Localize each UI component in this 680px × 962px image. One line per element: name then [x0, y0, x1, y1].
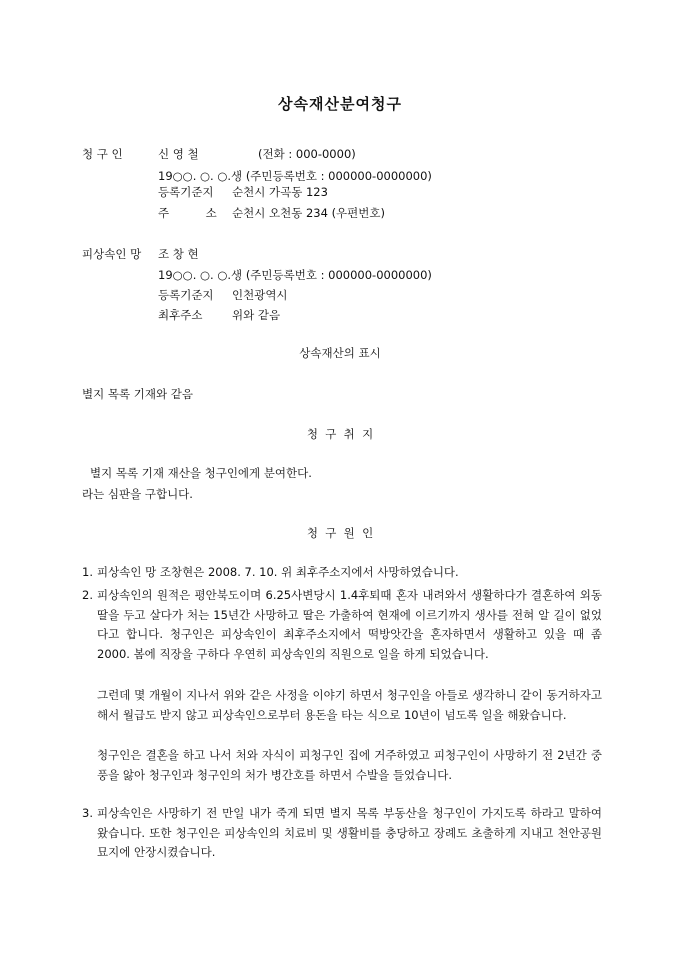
claimant-domicile-label: 등록기준지: [158, 185, 214, 199]
document-title: 상속재산분여청구: [278, 95, 402, 113]
cause-item-1: [82, 563, 602, 583]
cause-item-3: [82, 804, 602, 863]
decedent-domicile-label: 등록기준지: [158, 288, 214, 302]
cause-item-text: 청구인은 결혼을 하고 나서 처와 자식이 피청구인 집에 거주하였고 피청구인이 사망하기 전 2년간 중풍을 앓아 청구인과 청구인의 처가 병간호를 하면서 수발을 들었습니다.: [97, 748, 602, 782]
claimant-role: 청 구 인: [82, 147, 123, 161]
decedent-domicile: 인천광역시: [232, 288, 288, 302]
purpose-line-2: 라는 심판을 구합니다.: [82, 487, 193, 501]
cause-item-number: 3.: [82, 806, 93, 820]
cause-item-text: 그런데 몇 개월이 지나서 위와 같은 사정을 이야기 하면서 청구인을 아들로 생각하니 같이 동거하자고 해서 월급도 받지 않고 피상속인으로부터 용돈을 타는 식으로 10년이 넘도록 일을 해왔습니다.: [97, 688, 602, 722]
claimant-address-label: 주 소: [158, 206, 217, 220]
cause-item-text: 피상속인 망 조창현은 2008. 7. 10. 위 최후주소지에서 사망하였습니다.: [97, 565, 459, 579]
purpose-line-1: 별지 목록 기재 재산을 청구인에게 분여한다.: [90, 466, 312, 480]
cause-item-text: 피상속인의 원적은 평안북도이며 6.25사변당시 1.4후퇴때 혼자 내려와서 생활하다가 결혼하여 외동딸을 두고 살다가 처는 15년간 사망하고 딸은 가출하여 현재에 이르기까지 생사를 전혀 알 길이 없었다고 합니다. 청구인은 피상속인이 최후주소지에서 떡방앗간을 혼자하면서 생활하고 있을 때 좀 2000. 봄에 직장을 구하다 우연히 피상속인의 직원으로 일을 하게 되었습니다.: [97, 588, 602, 661]
cause-item-number: 2.: [82, 588, 93, 602]
cause-heading: 청 구 원 인: [306, 526, 374, 540]
claimant-address: 순천시 오천동 234 (우편번호): [232, 206, 385, 220]
cause-item-number: 1.: [82, 565, 93, 579]
decedent-role: 피상속인 망: [82, 247, 142, 261]
cause-item-2: [82, 586, 602, 664]
claimant-birth: 19○○. ○. ○.생 (주민등록번호 : 000000-0000000): [158, 169, 432, 183]
estate-heading: 상속재산의 표시: [299, 346, 381, 360]
decedent-last-address-label: 최후주소: [158, 308, 203, 322]
claimant-domicile: 순천시 가곡동 123: [232, 185, 328, 199]
decedent-last-address: 위와 같음: [232, 308, 281, 322]
purpose-heading: 청 구 취 지: [306, 427, 374, 441]
cause-item-text: 피상속인은 사망하기 전 만일 내가 죽게 되면 별지 목록 부동산을 청구인이 가지도록 하라고 말하여 왔습니다. 또한 청구인은 피상속인의 치료비 및 생활비를 충당하고 장례도 초출하게 지내고 천안공원묘지에 안장시켰습니다.: [97, 806, 602, 859]
cause-item-2-para-2: [97, 686, 602, 725]
claimant-phone: (전화 : 000-0000): [258, 147, 356, 161]
cause-item-2-para-3: [97, 746, 602, 785]
claimant-name: 신 영 철: [158, 147, 199, 161]
decedent-name: 조 창 현: [158, 247, 199, 261]
estate-text: 별지 목록 기재와 같음: [82, 387, 193, 401]
decedent-birth: 19○○. ○. ○.생 (주민등록번호 : 000000-0000000): [158, 268, 432, 282]
